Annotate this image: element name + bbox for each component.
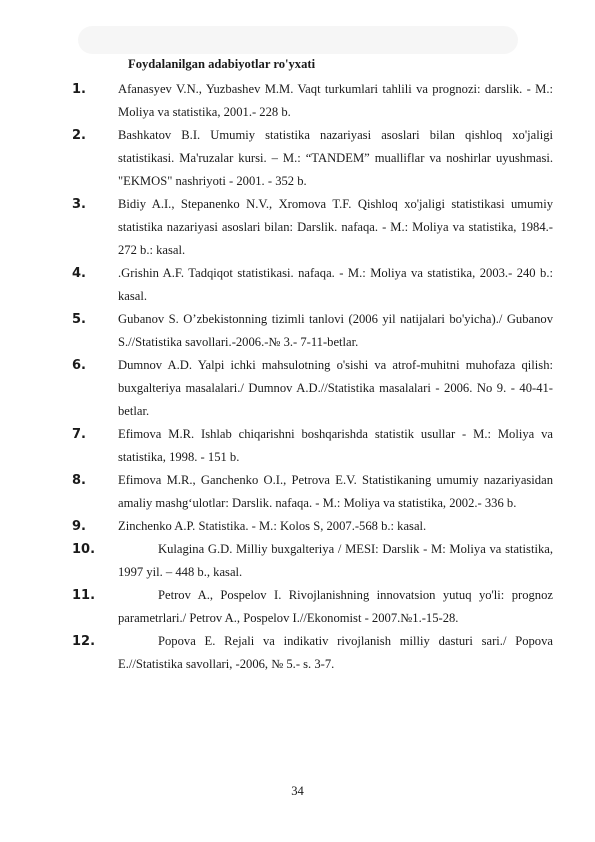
list-item	[72, 469, 553, 515]
page-number: 34	[291, 784, 304, 798]
list-item	[72, 193, 553, 262]
reference-text: Petrov A., Pospelov I. Rivojlanishning innovatsion yutuq yo'li: prognoz parametrlari./ Petrov A., Pospelov I.//Ekonomist - 2007.№1.-15-28.	[118, 588, 553, 625]
reference-text: Zinchenko A.P. Statistika. - M.: Kolos S, 2007.-568 b.: kasal.	[118, 519, 427, 533]
list-item	[72, 630, 553, 676]
reference-text: Gubanov S. O’zbekistonning tizimli tanlovi (2006 yil natijalari bo'yicha)./ Gubanov S.//Statistika savollari.-2006.-№ 3.- 7-11-betlar.	[118, 312, 553, 349]
reference-number: 11.	[72, 588, 96, 603]
reference-text: Popova E. Rejali va indikativ rivojlanish milliy dasturi sari./ Popova E.//Statistika savollari, -2006, № 5.- s. 3-7.	[118, 634, 553, 671]
list-item	[72, 515, 553, 538]
list-item	[72, 584, 553, 630]
list-item	[72, 354, 553, 423]
reference-number: 9.	[72, 519, 86, 534]
list-item	[72, 538, 553, 584]
page-title: Foydalanilgan adabiyotlar ro'yxati	[128, 57, 316, 71]
list-item	[72, 78, 553, 124]
list-item	[72, 262, 553, 308]
reference-number: 2.	[72, 128, 86, 143]
reference-number: 4.	[72, 266, 86, 281]
reference-text: Bidiy A.I., Stepanenko N.V., Xromova T.F. Qishloq xo'jaligi statistikasi umumiy statistika nazariyasi asoslari bilan: Darslik. nafaqa. - M.: Moliya va statistika, 1984.- 272 b.: kasal.	[118, 197, 553, 257]
reference-number: 6.	[72, 358, 86, 373]
list-item	[72, 308, 553, 354]
reference-text: Kulagina G.D. Milliy buxgalteriya / MESI: Darslik - M: Moliya va statistika, 1997 yil. – 448 b., kasal.	[118, 542, 553, 579]
reference-number: 8.	[72, 473, 86, 488]
reference-text: Bashkatov B.I. Umumiy statistika nazariyasi asoslari bilan qishloq xo'jaligi statistikasi. Ma'ruzalar kursi. – M.: “TANDEM” mualliflar va noshirlar uyushmasi. "EKMOS" nashriyoti - 2001. - 352 b.	[118, 128, 553, 188]
reference-number: 3.	[72, 197, 86, 212]
reference-text: Efimova M.R., Ganchenko O.I., Petrova E.V. Statistikaning umumiy nazariyasidan amaliy mashg‘ulotlar: Darslik. nafaqa. - M.: Moliya va statistika, 2002.- 336 b.	[118, 473, 553, 510]
reference-number: 1.	[72, 82, 86, 97]
reference-number: 12.	[72, 634, 96, 649]
reference-text: .Grishin A.F. Tadqiqot statistikasi. nafaqa. - M.: Moliya va statistika, 2003.- 240 b.: kasal.	[118, 266, 553, 303]
list-item	[72, 124, 553, 193]
reference-text: Afanasyev V.N., Yuzbashev M.M. Vaqt turkumlari tahlili va prognozi: darslik. - M.: Moliya va statistika, 2001.- 228 b.	[118, 82, 553, 119]
reference-number: 7.	[72, 427, 86, 442]
reference-number: 10.	[72, 542, 96, 557]
reference-text: Dumnov A.D. Yalpi ichki mahsulotning o'sishi va atrof-muhitni muhofaza qilish: buxgalteriya masalalari./ Dumnov A.D.//Statistika masalalari - 2006. No 9. - 40-41-betlar.	[118, 358, 553, 418]
reference-text: Efimova M.R. Ishlab chiqarishni boshqarishda statistik usullar - M.: Moliya va statistika, 1998. - 151 b.	[118, 427, 553, 464]
reference-list	[72, 78, 553, 676]
list-item	[72, 423, 553, 469]
reference-number: 5.	[72, 312, 86, 327]
